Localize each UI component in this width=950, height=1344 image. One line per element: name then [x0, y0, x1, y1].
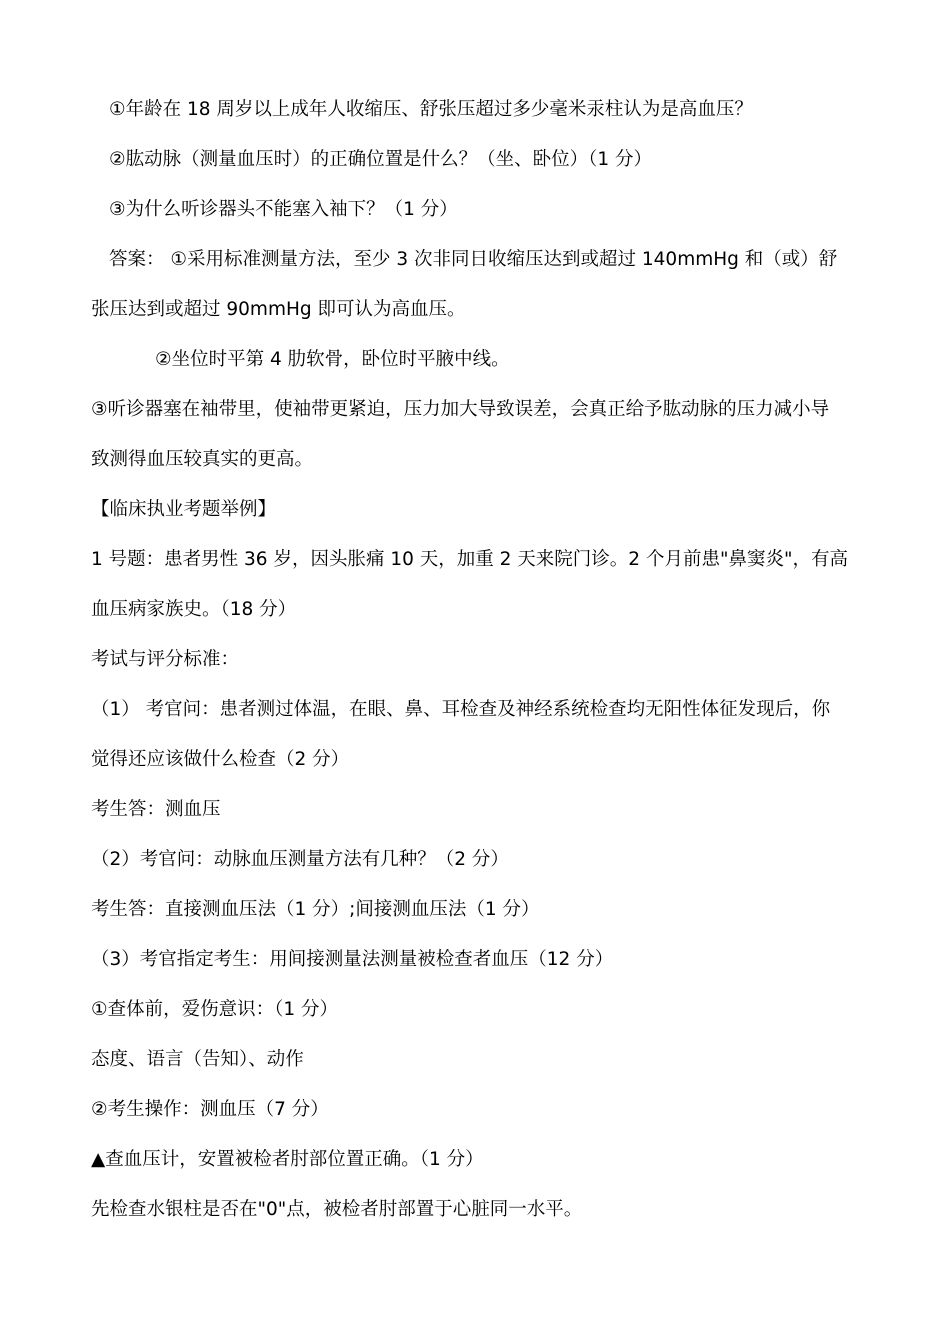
- case-line-2: 血压病家族史。（18 分）: [91, 599, 297, 620]
- case-line-1: 1 号题：患者男性 36 岁，因头胀痛 10 天，加重 2 天来院门诊。2 个月前患"鼻窦炎"，有高: [91, 549, 848, 570]
- exam-q1-line-2: 觉得还应该做什么检查（2 分）: [91, 749, 350, 770]
- exam-q3: （3）考官指定考生：用间接测量法测量被检查者血压（12 分）: [91, 949, 614, 970]
- exam-a1: 考生答：测血压: [91, 799, 221, 820]
- section-heading: 【临床执业考题举例】: [91, 499, 277, 520]
- step-1-detail: 态度、语言（告知）、动作: [91, 1049, 304, 1070]
- answer-3-line-2: 致测得血压较真实的更高。: [91, 449, 314, 470]
- answer-2: ②坐位时平第 4 肋软骨，卧位时平腋中线。: [155, 349, 510, 370]
- question-2: ②肱动脉（测量血压时）的正确位置是什么？（坐、卧位）（1 分）: [109, 149, 652, 170]
- scoring-title: 考试与评分标准：: [91, 649, 240, 670]
- answer-line-1: 答案： ①采用标准测量方法，至少 3 次非同日收缩压达到或超过 140mmHg 和（或）舒: [109, 249, 838, 270]
- step-1: ①查体前，爱伤意识：（1 分）: [91, 999, 338, 1020]
- answer-line-2: 张压达到或超过 90mmHg 即可认为高血压。: [91, 299, 466, 320]
- exam-a2: 考生答：直接测血压法（1 分）;间接测血压法（1 分）: [91, 899, 540, 920]
- question-3: ③为什么听诊器头不能塞入袖下？（1 分）: [109, 199, 458, 220]
- exam-q2: （2）考官问：动脉血压测量方法有几种？（2 分）: [91, 849, 509, 870]
- step-2: ②考生操作：测血压（7 分）: [91, 1099, 329, 1120]
- step-2-item-detail: 先检查水银柱是否在"0"点，被检者肘部置于心脏同一水平。: [91, 1199, 583, 1220]
- question-1: ①年龄在 18 周岁以上成年人收缩压、舒张压超过多少毫米汞柱认为是高血压？: [109, 99, 753, 120]
- exam-q1-line-1: （1） 考官问：患者测过体温，在眼、鼻、耳检查及神经系统检查均无阳性体征发现后，你: [91, 699, 831, 720]
- answer-3-line-1: ③听诊器塞在袖带里，使袖带更紧迫，压力加大导致误差，会真正给予肱动脉的压力减小导: [91, 399, 830, 420]
- step-2-item: ▲查血压计，安置被检者肘部位置正确。（1 分）: [91, 1149, 484, 1170]
